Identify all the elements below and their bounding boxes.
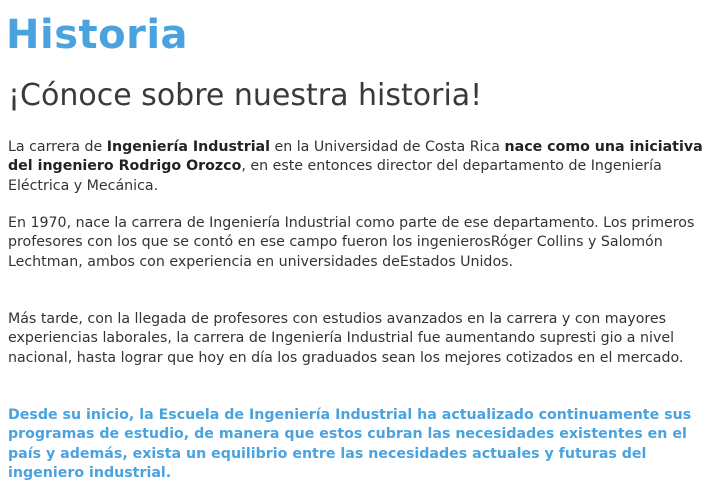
growth-paragraph: Más tarde, con la llegada de profesores con estudios avanzados en la carrera y con mayores experiencias laborales, la carrera de Ingeniería Industrial fue aumentando supresti gio a nivel nacional, hasta lograr que hoy en día los graduados sean los mejores cotizados en el mercado. xyxy=(8,311,684,366)
intro-bold-career: Ingeniería Industrial xyxy=(106,139,270,155)
intro-text-c: , en este entonces director del departamento de Ingeniería Eléctrica y Mecánica. xyxy=(8,158,662,194)
page-subtitle: ¡Cónoce sobre nuestra historia! xyxy=(8,78,483,113)
intro-paragraph xyxy=(8,138,713,196)
founding-paragraph: En 1970, nace la carrera de Ingeniería Industrial como parte de ese departamento. Los primeros profesores con los que se contó en ese campo fueron los ingenierosRóger Collins y Salomón Lechtman, ambos con experiencia en universidades deEstados Unidos. xyxy=(8,215,695,270)
intro-text-b: en la Universidad de Costa Rica xyxy=(270,139,505,155)
intro-text-a: La carrera de xyxy=(8,139,107,155)
page-title: Historia xyxy=(6,12,189,58)
intro-bold-origin: nace como una iniciativa del ingeniero Rodrigo Orozco xyxy=(8,139,703,175)
highlight-paragraph: Desde su inicio, la Escuela de Ingeniería Industrial ha actualizado continuamente sus programas de estudio, de manera que estos cubran las necesidades existentes en el país y además, exista un equilibrio entre las necesidades actuales y futuras del ingeniero industrial. xyxy=(8,407,692,481)
